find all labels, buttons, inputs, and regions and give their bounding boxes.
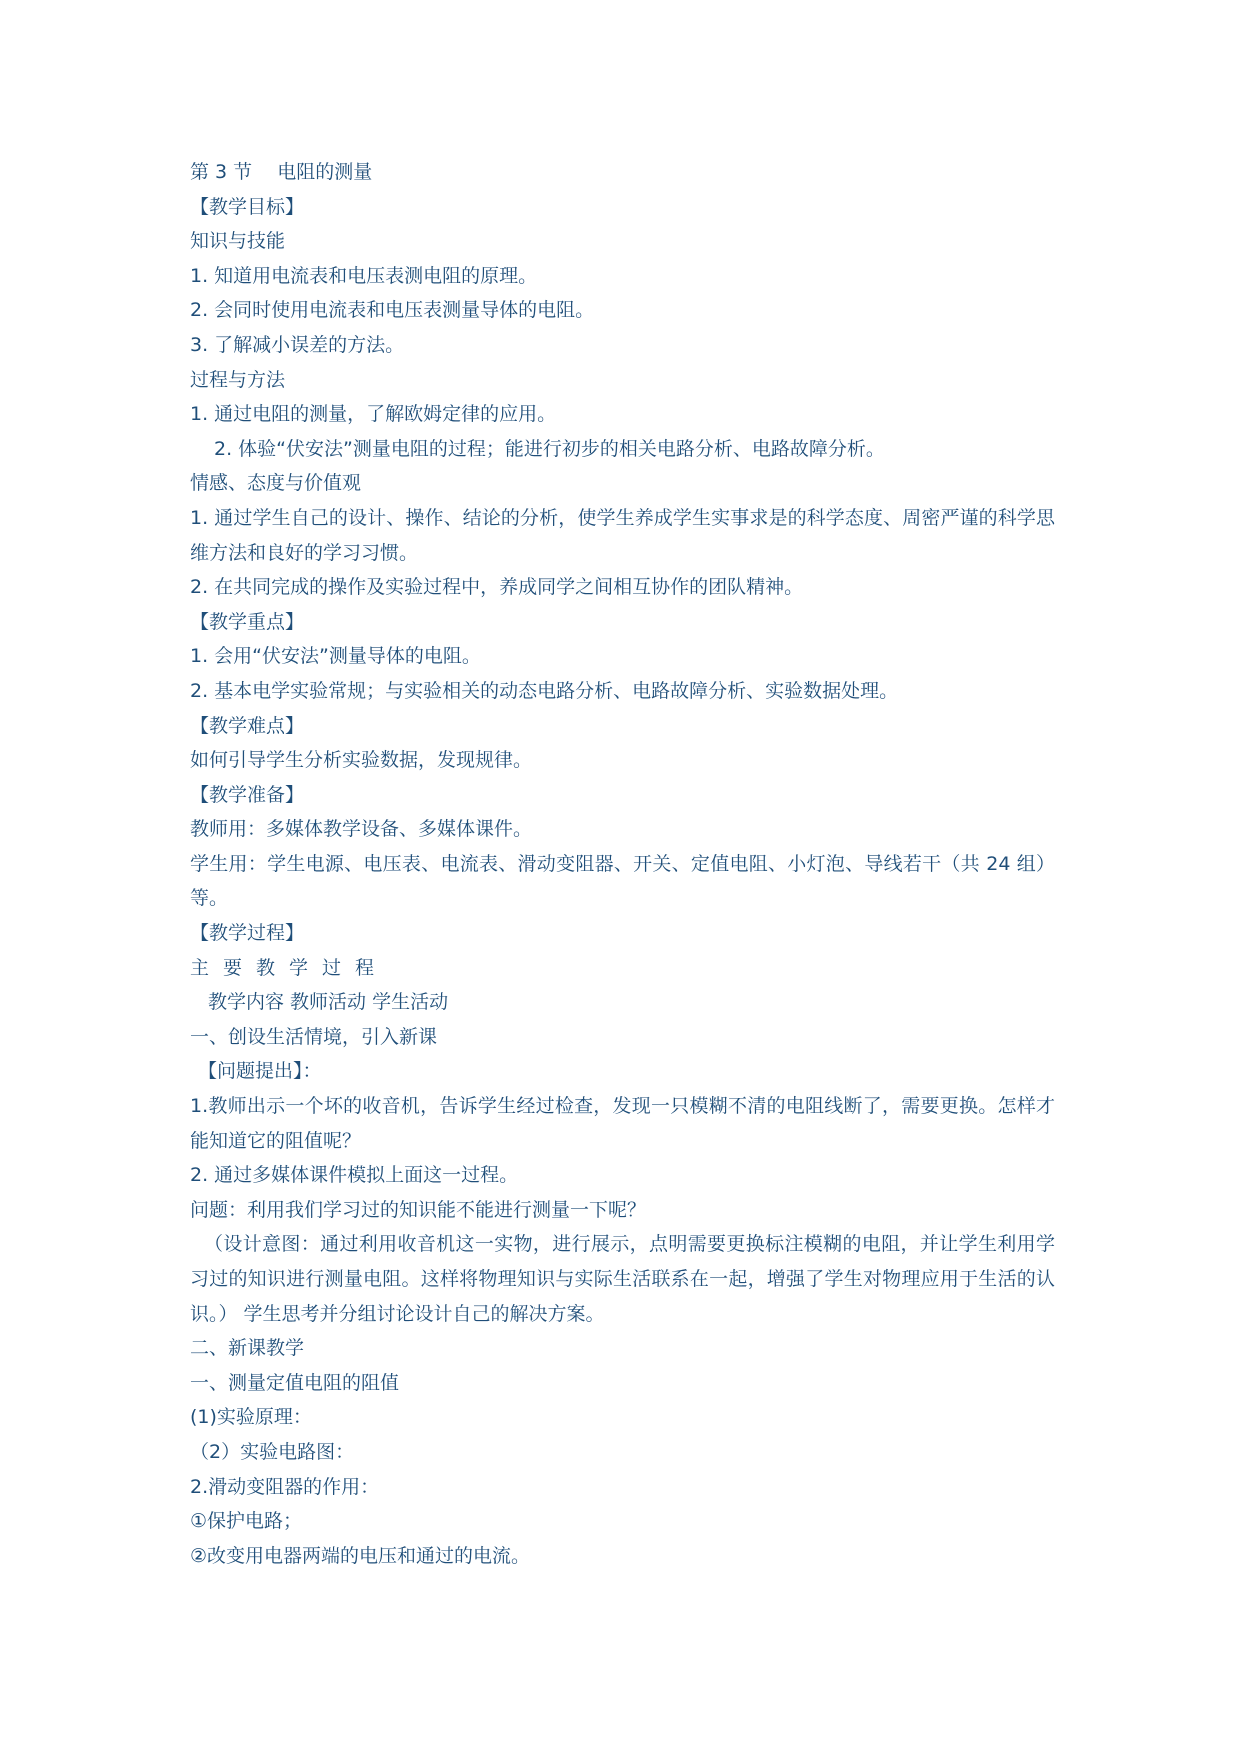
knowledge-skills-heading: 知识与技能 (190, 230, 286, 253)
subsection1-heading: 一、测量定值电阻的阻值 (190, 1371, 400, 1394)
knowledge-item-2: 2. 会同时使用电流表和电压表测量导体的电阻。 (190, 299, 595, 322)
process-item-1: 1. 通过电阻的测量，了解欧姆定律的应用。 (190, 403, 557, 426)
main-process-label: 主要教学过程 (190, 956, 389, 979)
columns-line: 教学内容 教师活动 学生活动 (208, 991, 449, 1014)
student-prep: 学生用：学生电源、电压表、电流表、滑动变阻器、开关、定值电阻、小灯泡、导线若干（共 24 组）等。 (190, 852, 1055, 910)
rheostat-role-heading: 2.滑动变阻器的作用： (190, 1475, 380, 1498)
emotion-heading: 情感、态度与价值观 (190, 472, 362, 495)
difficulty-text: 如何引导学生分析实验数据，发现规律。 (190, 749, 533, 772)
preparation-heading: 【教学准备】 (190, 783, 305, 806)
role-item-2: ②改变用电器两端的电压和通过的电流。 (190, 1544, 531, 1567)
design-intent: （设计意图：通过利用收音机这一实物，进行展示，点明需要更换标注模糊的电阻，并让学生利用学习过的知识进行测量电阻。这样将物理知识与实际生活联系在一起，增强了学生对物理应用于生活的认识。） 学生思考并分组讨论设计自己的解决方案。 (190, 1233, 1055, 1325)
key-point-2: 2. 基本电学实验常规；与实验相关的动态电路分析、电路故障分析、实验数据处理。 (190, 679, 899, 702)
circuit-line: （2）实验电路图： (190, 1440, 355, 1463)
knowledge-item-1: 1. 知道用电流表和电压表测电阻的原理。 (190, 264, 538, 287)
process-item-2: 2. 体验“伏安法”测量电阻的过程；能进行初步的相关电路分析、电路故障分析。 (214, 437, 885, 460)
document-page (190, 155, 1055, 1573)
emotion-item-1: 1. 通过学生自己的设计、操作、结论的分析，使学生养成学生实事求是的科学态度、周密严谨的科学思维方法和良好的学习习惯。 (190, 506, 1055, 564)
key-point-1: 1. 会用“伏安法”测量导体的电阻。 (190, 645, 481, 668)
section-title: 第 3 节 电阻的测量 (190, 161, 373, 183)
question-heading: 【问题提出】： (198, 1060, 322, 1083)
emotion-item-2: 2. 在共同完成的操作及实验过程中，养成同学之间相互协作的团队精神。 (190, 576, 804, 599)
process-methods-heading: 过程与方法 (190, 368, 286, 391)
teaching-goals-heading: 【教学目标】 (190, 195, 305, 218)
role-item-1: ①保护电路； (190, 1510, 303, 1533)
intro-item-1: 1.教师出示一个坏的收音机，告诉学生经过检查，发现一只模糊不清的电阻线断了，需要更换。怎样才能知道它的阻值呢？ (190, 1095, 1055, 1152)
section2-heading: 二、新课教学 (190, 1337, 305, 1360)
key-points-heading: 【教学重点】 (190, 610, 305, 633)
teacher-prep: 教师用：多媒体教学设备、多媒体课件。 (190, 818, 533, 841)
process-heading: 【教学过程】 (190, 922, 305, 945)
question-text: 问题：利用我们学习过的知识能不能进行测量一下呢？ (190, 1198, 647, 1221)
knowledge-item-3: 3. 了解减小误差的方法。 (190, 333, 405, 356)
principle-line: (1)实验原理： (190, 1406, 312, 1429)
section1-heading: 一、创设生活情境，引入新课 (190, 1025, 438, 1048)
intro-item-2: 2. 通过多媒体课件模拟上面这一过程。 (190, 1164, 519, 1187)
difficulty-heading: 【教学难点】 (190, 714, 305, 737)
